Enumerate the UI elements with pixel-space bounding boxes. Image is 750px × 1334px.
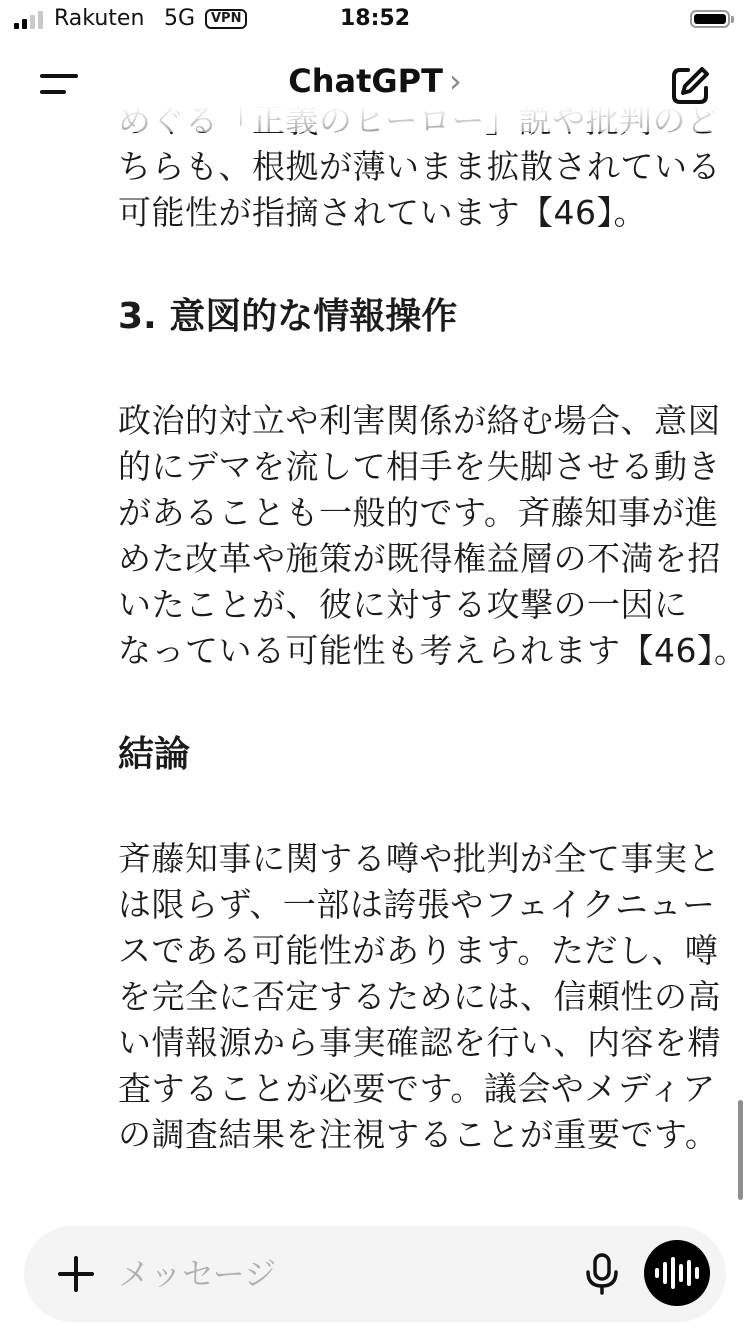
message-paragraph <box>118 836 721 1158</box>
status-bar <box>0 0 750 44</box>
paragraph-line: があることも一般的です。斉藤知事が進 <box>118 493 719 532</box>
paragraph-line: スである可能性があります。ただし、噂 <box>118 931 719 970</box>
plus-icon[interactable] <box>52 1250 100 1298</box>
message-paragraph <box>118 398 748 674</box>
voice-waveform-icon <box>655 1257 699 1289</box>
paragraph-line: い情報源から事実確認を行い、内容を精 <box>118 1023 721 1062</box>
section-heading: 3. 意図的な情報操作 <box>118 296 458 337</box>
carrier-label: Rakuten <box>54 6 145 31</box>
compose-icon[interactable] <box>668 64 712 108</box>
paragraph-line: なっている可能性も考えられます【46】。 <box>118 631 748 670</box>
voice-mode-button[interactable] <box>644 1240 710 1306</box>
app-title: ChatGPT <box>288 62 443 100</box>
paragraph-line: は限らず、一部は誇張やフェイクニュー <box>118 885 716 924</box>
paragraph-line: 政治的対立や利害関係が絡む場合、意図 <box>118 401 721 440</box>
microphone-icon[interactable] <box>582 1252 622 1296</box>
paragraph-line: 査することが必要です。議会やメディア <box>118 1069 716 1108</box>
battery-icon <box>690 10 730 28</box>
top-bar <box>0 0 750 132</box>
paragraph-line: 可能性が指摘されています【46】。 <box>118 193 647 232</box>
paragraph-line: を完全に否定するためには、信頼性の高 <box>118 977 721 1016</box>
vpn-badge: VPN <box>205 9 247 29</box>
chevron-right-icon: › <box>448 62 462 100</box>
paragraph-line: ちらも、根拠が薄いまま拡散されている <box>118 147 721 186</box>
section-heading: 結論 <box>118 734 191 775</box>
paragraph-line: 的にデマを流して相手を失脚させる動き <box>118 447 721 486</box>
network-type: 5G <box>164 6 196 31</box>
assistant-message <box>118 98 748 1158</box>
scroll-indicator[interactable] <box>738 1100 743 1200</box>
paragraph-line: の調査結果を注視することが重要です。 <box>118 1115 719 1154</box>
paragraph-line: めた改革や施策が既得権益層の不満を招 <box>118 539 721 578</box>
status-time: 18:52 <box>339 6 411 31</box>
model-selector[interactable] <box>0 62 750 100</box>
message-composer <box>24 1226 726 1322</box>
paragraph-line: 斉藤知事に関する噂や批判が全て事実と <box>118 839 721 878</box>
paragraph-line: いたことが、彼に対する攻撃の一因に <box>118 585 688 624</box>
message-input[interactable] <box>118 1248 558 1300</box>
